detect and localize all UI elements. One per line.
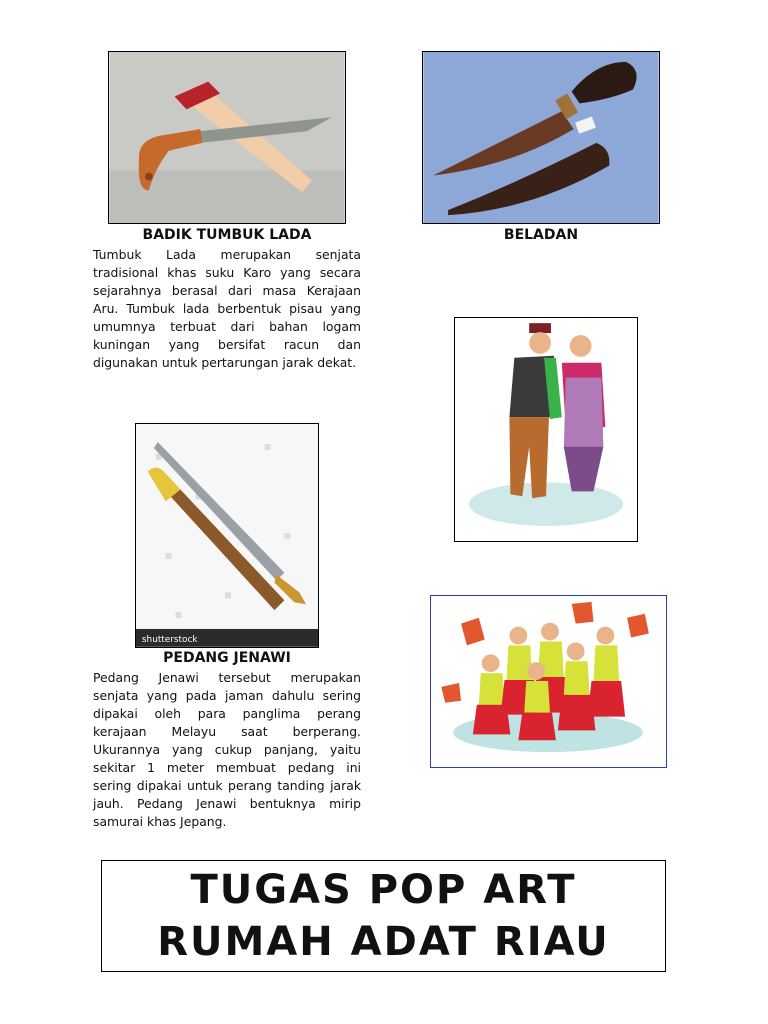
beladan-image — [422, 51, 660, 224]
badik-illustration — [109, 52, 345, 223]
title-box — [101, 860, 666, 972]
badik-caption: BADIK TUMBUK LADA — [142, 227, 312, 243]
shutterstock-watermark: shutterstock — [141, 634, 198, 645]
badik-tumbuk-lada-image — [108, 51, 346, 224]
couple-drawing — [455, 318, 637, 541]
title-line-1: TUGAS POP ART — [190, 867, 577, 913]
pedang-illustration — [136, 424, 318, 647]
pedang-description: Pedang Jenawi tersebut merupakan senjata yang pada jaman dahulu sering dipakai oleh para panglima perang kerajaan Melayu saat berperang. Ukurannya yang cukup panjang, yaitu sekitar 1 meter membuat pedang ini sering dipakai untuk perang tanding jarak jauh. Pedang Jenawi bentuknya mirip samurai khas Jepang. — [93, 670, 361, 829]
beladan-caption: BELADAN — [503, 227, 579, 243]
dancers-illustration — [430, 595, 667, 768]
beladan-illustration — [423, 52, 659, 223]
dancers-drawing — [431, 596, 666, 767]
couple-illustration — [454, 317, 638, 542]
pedang-jenawi-image — [135, 423, 319, 648]
title-line-2: RUMAH ADAT RIAU — [157, 919, 610, 965]
pedang-caption: PEDANG JENAWI — [163, 650, 291, 666]
badik-description: Tumbuk Lada merupakan senjata tradisional khas suku Karo yang secara sejarahnya berasal dari masa Kerajaan Aru. Tumbuk lada berbentuk pisau yang umumnya terbuat dari bahan logam kuningan yang bersifat racun dan digunakan untuk pertarungan jarak dekat. — [93, 247, 361, 370]
